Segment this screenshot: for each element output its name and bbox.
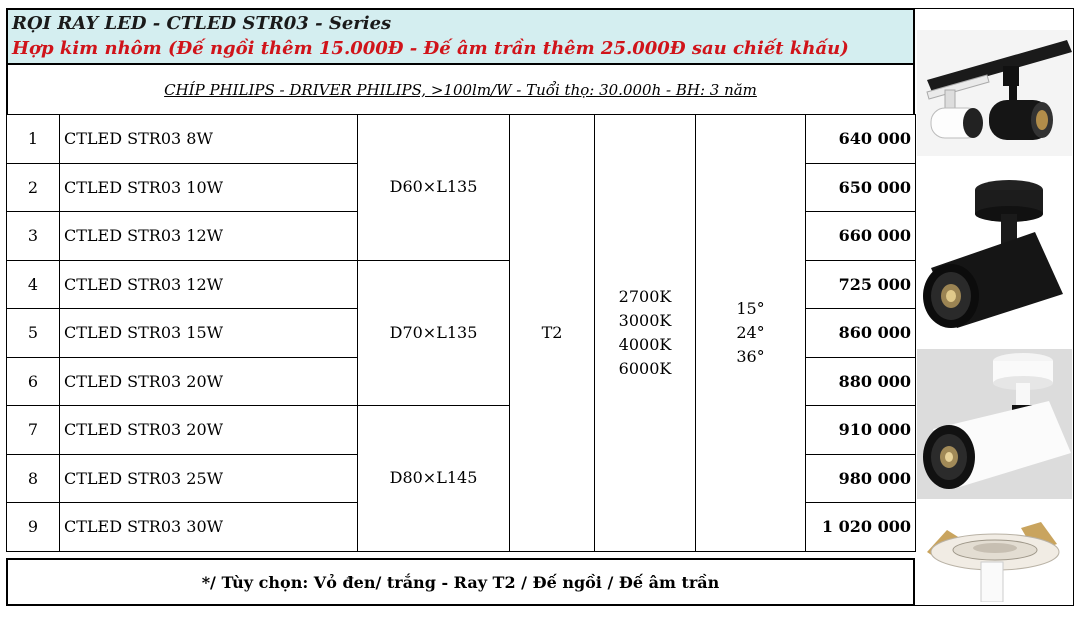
- cct-value: 4000K: [618, 334, 672, 354]
- spec-row: [6, 65, 915, 114]
- beam-value: 24°: [736, 322, 765, 342]
- row-number: 3: [7, 212, 60, 261]
- row-number: 7: [7, 406, 60, 455]
- row-number: 8: [7, 454, 60, 503]
- beam-value: 15°: [736, 298, 765, 318]
- row-number: 4: [7, 260, 60, 309]
- product-name: CTLED STR03 15W: [60, 309, 358, 358]
- product-name: CTLED STR03 10W: [60, 163, 358, 212]
- product-name: CTLED STR03 12W: [60, 260, 358, 309]
- table-row: [7, 115, 916, 164]
- spec-text: CHÍP PHILIPS - DRIVER PHILIPS, >100lm/W - Tuổi thọ: 30.000h - BH: 3 năm: [164, 80, 757, 99]
- size-cell: D80×L145: [358, 406, 510, 552]
- beam-cell: [696, 115, 806, 552]
- white-surface-spotlight-photo: [917, 349, 1072, 499]
- price-cell: 860 000: [806, 309, 916, 358]
- product-name: CTLED STR03 12W: [60, 212, 358, 261]
- series-subtitle: Hợp kim nhôm (Đế ngồi thêm 15.000Đ - Đế âm trần thêm 25.000Đ sau chiết khấu): [12, 38, 849, 59]
- series-title: RỌI RAY LED - CTLED STR03 - Series: [12, 13, 392, 34]
- beam-value: 36°: [736, 346, 765, 366]
- options-text: */ Tùy chọn: Vỏ đen/ trắng - Ray T2 / Đế ngồi / Đế âm trần: [201, 572, 720, 592]
- recessed-base-photo: [917, 512, 1072, 602]
- price-cell: 980 000: [806, 454, 916, 503]
- price-cell: 910 000: [806, 406, 916, 455]
- row-number: 6: [7, 357, 60, 406]
- product-name: CTLED STR03 20W: [60, 357, 358, 406]
- header-band: [6, 8, 915, 65]
- black-surface-spotlight-photo: [917, 168, 1072, 338]
- price-sheet: [6, 8, 1074, 606]
- product-table: [6, 114, 916, 552]
- product-name: CTLED STR03 8W: [60, 115, 358, 164]
- cct-cell: [595, 115, 696, 552]
- row-number: 9: [7, 503, 60, 552]
- price-cell: 640 000: [806, 115, 916, 164]
- product-name: CTLED STR03 20W: [60, 406, 358, 455]
- product-name: CTLED STR03 25W: [60, 454, 358, 503]
- product-name: CTLED STR03 30W: [60, 503, 358, 552]
- price-cell: 660 000: [806, 212, 916, 261]
- row-number: 1: [7, 115, 60, 164]
- price-cell: 1 020 000: [806, 503, 916, 552]
- cct-value: 3000K: [618, 310, 672, 330]
- options-footer: [6, 558, 915, 606]
- price-cell: 880 000: [806, 357, 916, 406]
- track-spotlight-pair-photo: [917, 30, 1072, 156]
- cct-value: 2700K: [618, 286, 672, 306]
- row-number: 5: [7, 309, 60, 358]
- size-cell: D60×L135: [358, 115, 510, 261]
- row-number: 2: [7, 163, 60, 212]
- size-cell: D70×L135: [358, 260, 510, 406]
- price-cell: 650 000: [806, 163, 916, 212]
- cct-value: 6000K: [618, 358, 672, 378]
- product-image-column: [915, 8, 1074, 606]
- price-cell: 725 000: [806, 260, 916, 309]
- rail-cell: T2: [510, 115, 595, 552]
